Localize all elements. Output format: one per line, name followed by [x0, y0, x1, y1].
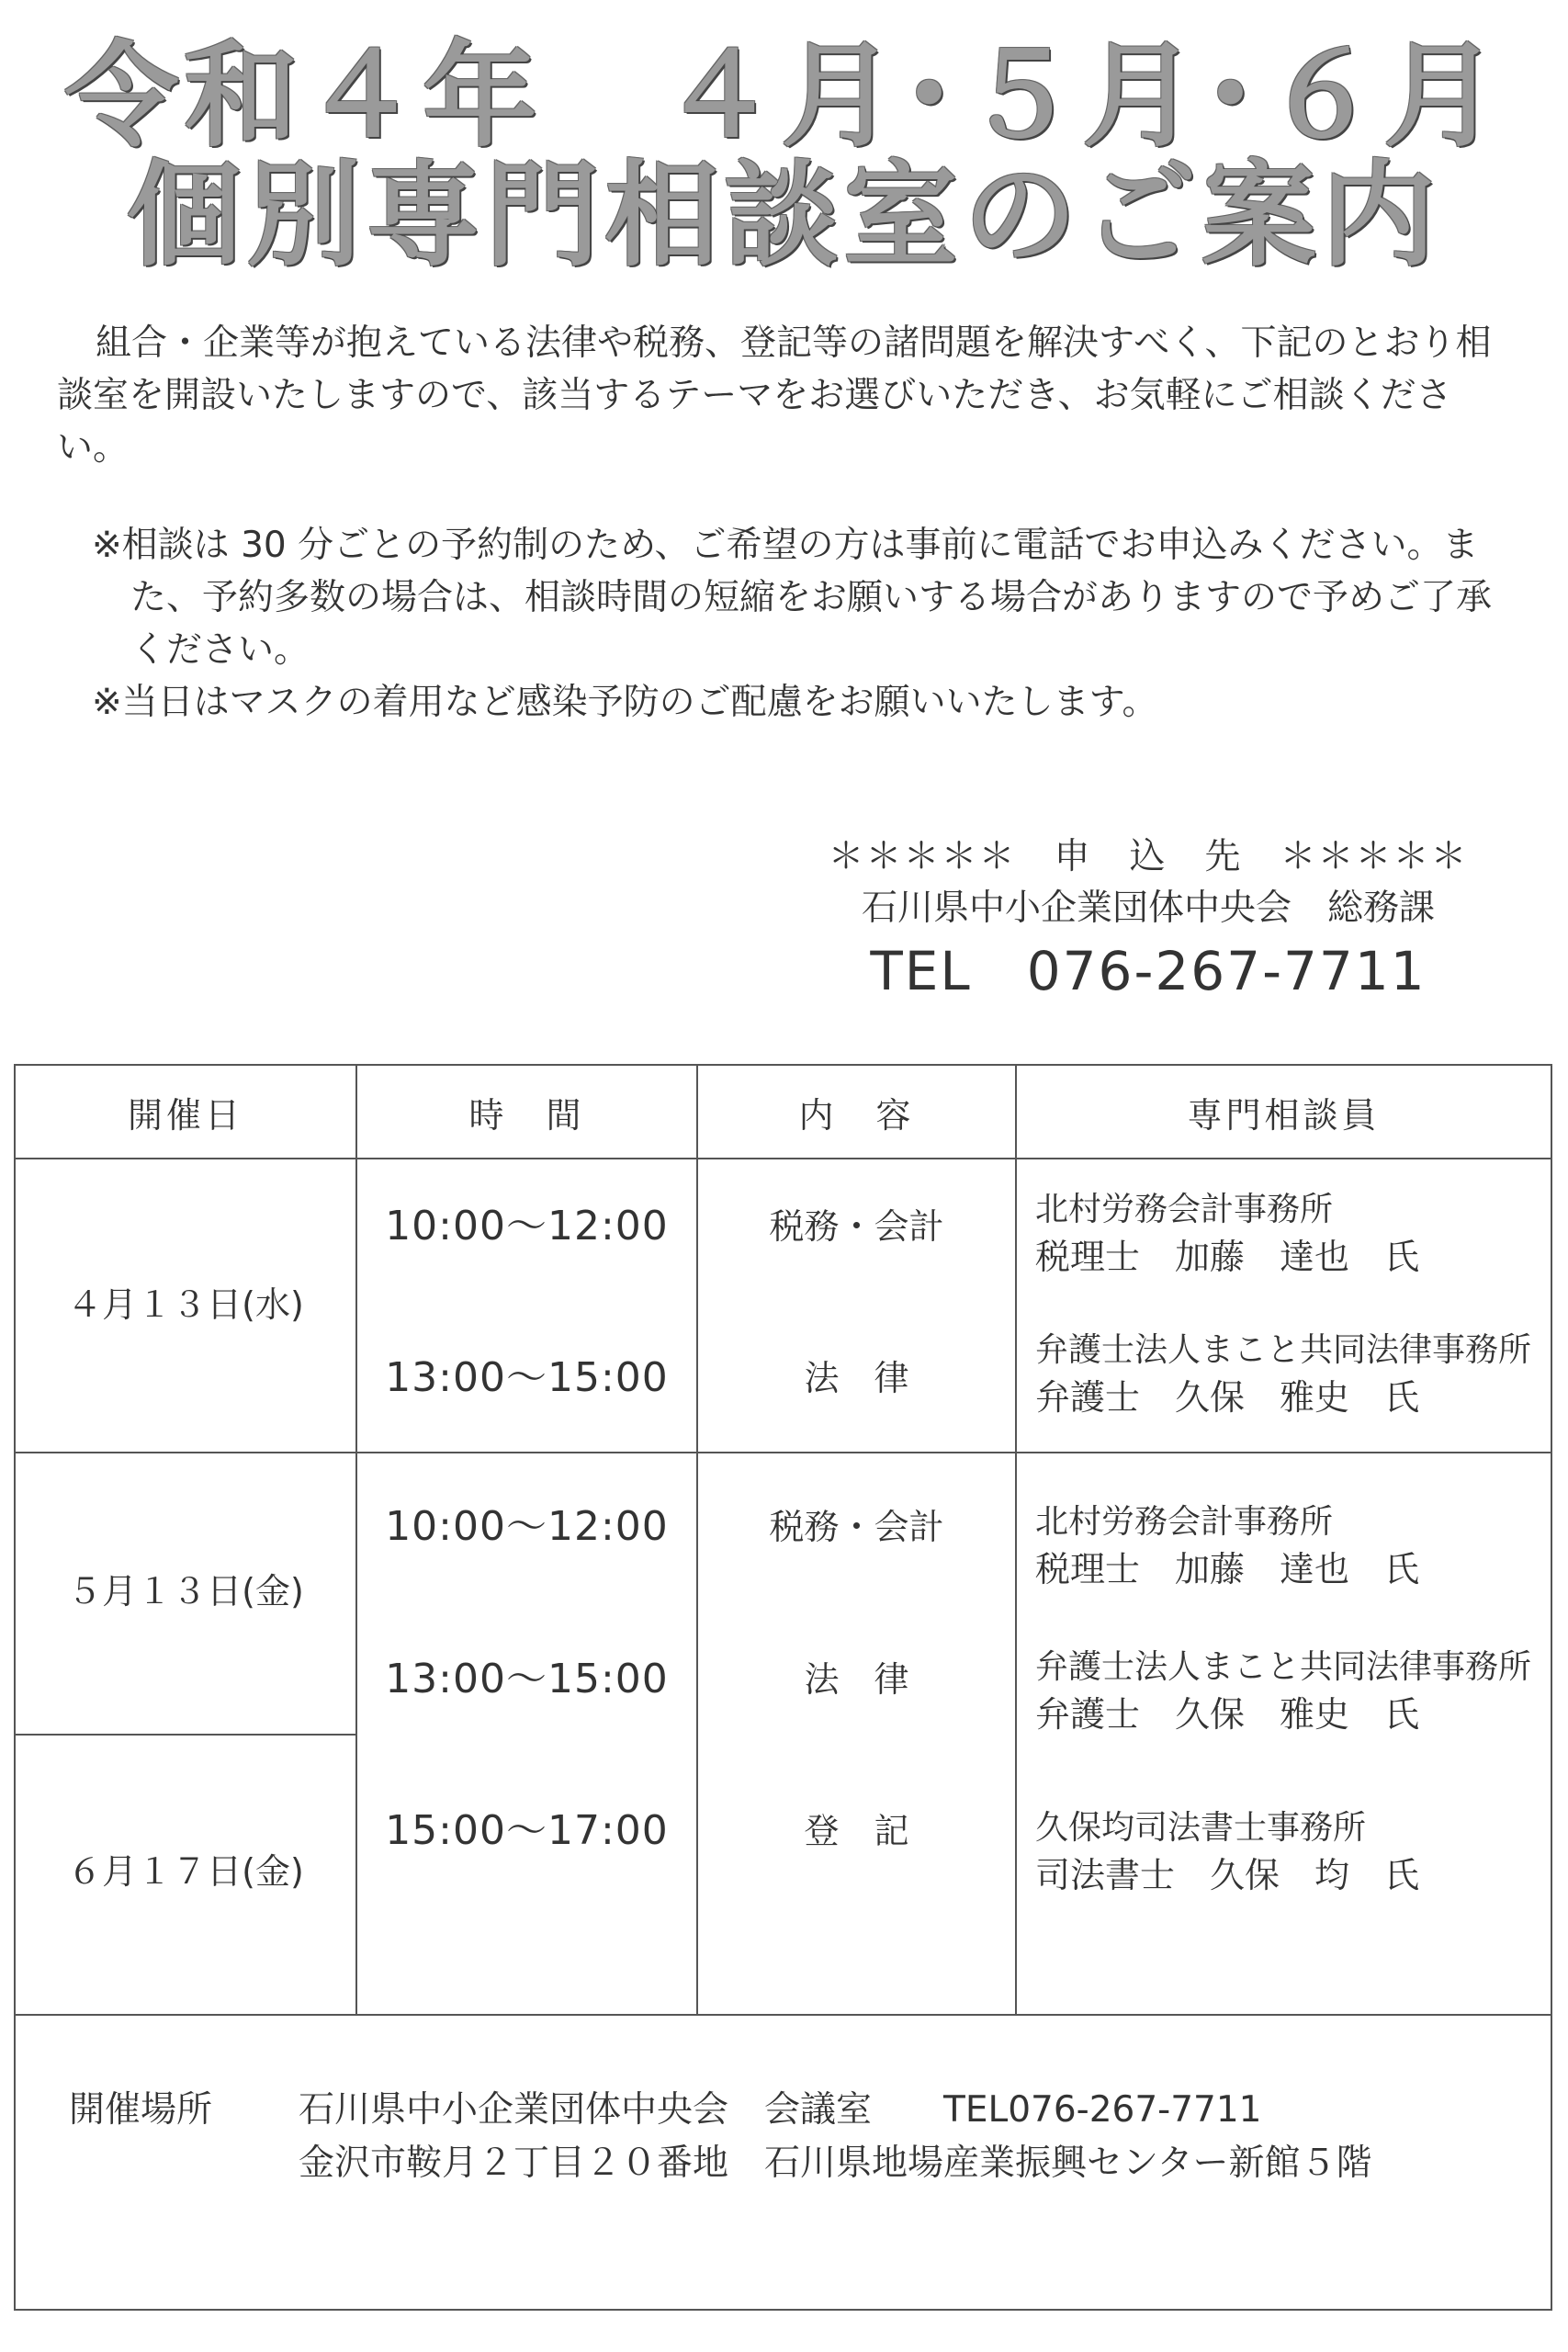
consultant-name: 弁護士 久保 雅史 氏 [1035, 1377, 1420, 1418]
title-line-2: 個別専門相談室のご案内 [127, 150, 1441, 282]
contact-header: ＊＊＊＊＊ 申 込 先 ＊＊＊＊＊ [828, 836, 1469, 877]
topic-row-3: 税務・会計 [769, 1507, 944, 1547]
header-time: 時 間 [468, 1094, 585, 1136]
consultant-row-2 [1035, 1328, 1531, 1421]
consultant-name: 税理士 加藤 達也 氏 [1035, 1549, 1420, 1589]
title-line-1: 令和４年 ４月･５月･６月 [64, 30, 1504, 163]
note-mask: ※当日はマスクの着用など感染予防のご配慮をお願いいたします。 [92, 682, 1158, 723]
consultant-name: 弁護士 久保 雅史 氏 [1035, 1694, 1420, 1735]
consultant-office: 弁護士法人まこと共同法律事務所 [1035, 1331, 1532, 1369]
consultant-office: 北村労務会計事務所 [1035, 1503, 1334, 1541]
time-row-2: 13:00～15:00 [385, 1354, 669, 1401]
date-april: ４月１３日(水) [67, 1284, 304, 1325]
contact-block [790, 831, 1506, 1004]
header-date: 開催日 [127, 1094, 243, 1136]
consultant-row-3 [1035, 1499, 1419, 1593]
notes [92, 519, 1506, 729]
topic-row-1: 税務・会計 [769, 1206, 944, 1247]
consultant-row-4 [1035, 1645, 1531, 1738]
consultant-office: 弁護士法人まこと共同法律事務所 [1035, 1648, 1532, 1686]
venue-line-1: 石川県中小企業団体中央会 会議室 TEL076-267-7711 [299, 2089, 1262, 2131]
venue-label: 開催場所 [69, 2089, 213, 2131]
schedule-table [14, 1064, 1552, 2311]
header-consultant: 専門相談員 [1187, 1094, 1381, 1136]
time-row-1: 10:00～12:00 [385, 1203, 669, 1250]
date-may: ５月１３日(金) [67, 1571, 304, 1611]
consultant-name: 税理士 加藤 達也 氏 [1035, 1237, 1420, 1277]
consultant-name: 司法書士 久保 均 氏 [1035, 1855, 1420, 1895]
topic-row-5: 登 記 [804, 1811, 909, 1851]
note-reservation: ※相談は 30 分ごとの予約制のため、ご希望の方は事前に電話でお申込みください。また、予約多数の場合は、相談時間の短縮をお願いする場合がありますので予めご了承ください。 [92, 525, 1493, 671]
consultant-row-5 [1035, 1805, 1419, 1899]
time-row-4: 13:00～15:00 [385, 1656, 669, 1702]
venue-line-2: 金沢市鞍月２丁目２０番地 石川県地場産業振興センター新館５階 [299, 2143, 1372, 2184]
intro-paragraph [57, 317, 1508, 474]
intro-text: 組合・企業等が抱えている法律や税務、登記等の諸問題を解決すべく、下記のとおり相談室を開設いたしますので、該当するテーマをお選びいただき、お気軽にご相談ください。 [57, 322, 1492, 469]
time-row-3: 10:00～12:00 [385, 1503, 669, 1550]
consultant-office: 北村労務会計事務所 [1035, 1191, 1334, 1228]
date-june: ６月１７日(金) [67, 1851, 304, 1892]
contact-tel: TEL 076-267-7711 [870, 940, 1427, 1002]
topic-row-4: 法 律 [804, 1659, 909, 1700]
consultant-office: 久保均司法書士事務所 [1035, 1809, 1367, 1847]
header-topic: 内 容 [798, 1094, 915, 1136]
consultant-row-1 [1035, 1187, 1419, 1281]
time-row-5: 15:00～17:00 [385, 1807, 669, 1854]
contact-org: 石川県中小企業団体中央会 総務課 [861, 888, 1435, 929]
topic-row-2: 法 律 [804, 1358, 909, 1398]
